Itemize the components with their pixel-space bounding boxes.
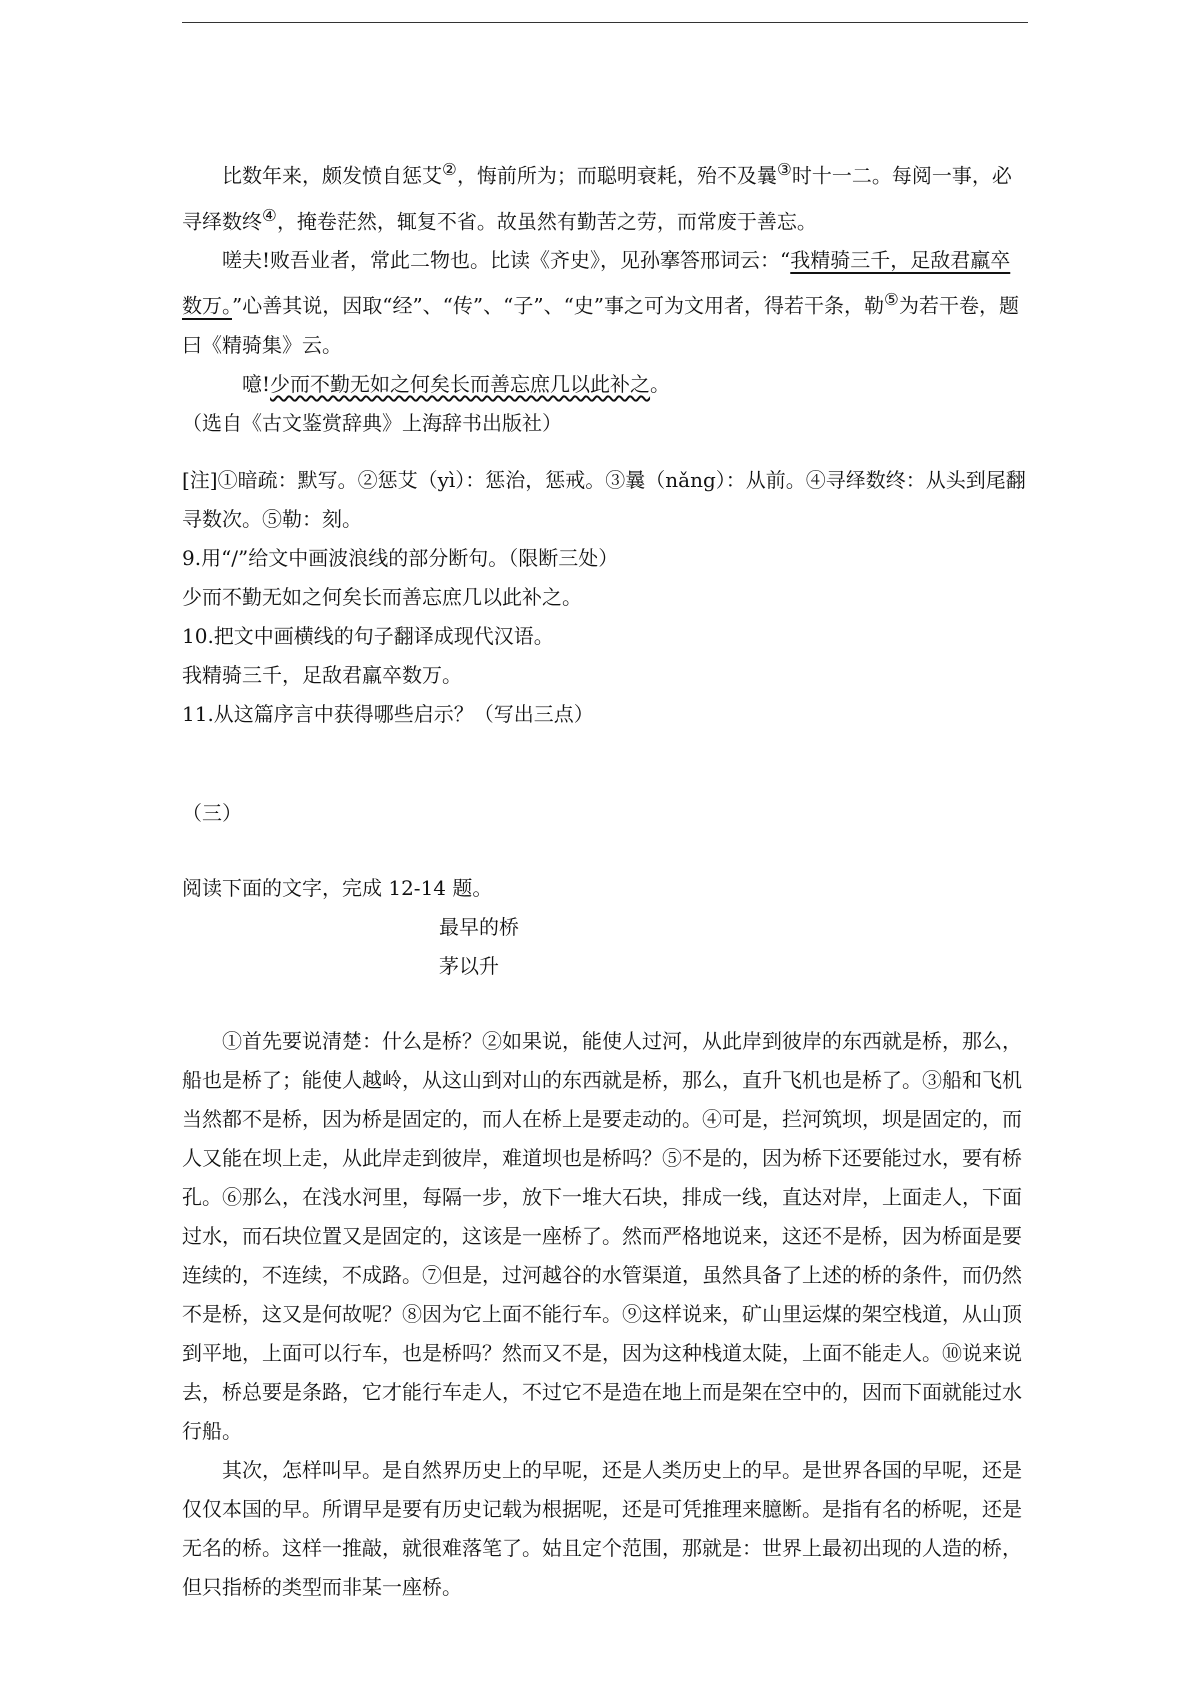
underlined-sentence: 我精骑三千，足敌君羸卒数万。 xyxy=(182,248,1011,318)
article-paragraph-2: 其次，怎样叫早。是自然界历史上的早呢，还是人类历史上的早。是世界各国的早呢，还是仅仅本国的早。所谓早是要有历史记载为根据呢，还是可凭推理来臆断。是指有名的桥呢，还是无名的桥。这样一推敲，就很难落笔了。姑且定个范围，那就是：世界上最初出现的人造的桥，但只指桥的类型而非某一座桥。 xyxy=(182,1457,1022,1599)
annotation-notes: [注]①暗疏：默写。②惩艾（yì）：惩治，惩戒。③曩（nǎng）：从前。④寻绎数终：从头到尾翻寻数次。⑤勒：刻。 xyxy=(182,467,1026,531)
section-instruction: 阅读下面的文字，完成 12-14 题。 xyxy=(182,875,493,900)
footnote-marker: ③ xyxy=(776,160,792,179)
question-9-text: 少而不勤无如之何矣长而善忘庶几以此补之。 xyxy=(182,584,582,609)
section-label: （三） xyxy=(182,800,242,825)
header-rule xyxy=(182,22,1028,23)
article-paragraph-1: ①首先要说清楚：什么是桥？②如果说，能使人过河，从此岸到彼岸的东西就是桥，那么，船也是桥了；能使人越岭，从这山到对山的东西就是桥，那么，直升飞机也是桥了。③船和飞机当然都不是桥，因为桥是固定的，而人在桥上是要走动的。④可是，拦河筑坝，坝是固定的，而人又能在坝上走，从此岸走到彼岸，难道坝也是桥吗？⑤不是的，因为桥下还要能过水，要有桥孔。⑥那么，在浅水河里，每隔一步，放下一堆大石块，排成一线，直达对岸，上面走人，下面过水，而石块位置又是固定的，这该是一座桥了。然而严格地说来，这还不是桥，因为桥面是要连续的，不连续，不成路。⑦但是，过河越谷的水管渠道，虽然具备了上述的桥的条件，而仍然不是桥，这又是何故呢？⑧因为它上面不能行车。⑨这样说来，矿山里运煤的架空栈道，从山顶到平地，上面可以行车，也是桥吗？然而又不是，因为这种栈道太陡，上面不能走人。⑩说来说去，桥总要是条路，它才能行车走人，不过它不是造在地上而是架在空中的，因而下面就能过水行船。 xyxy=(182,1028,1022,1443)
article-author: 茅以升 xyxy=(439,953,499,978)
footnote-marker: ⑤ xyxy=(884,290,899,310)
classical-paragraph-2: 嗟夫!败吾业者，常此二物也。比读《齐史》，见孙搴答邢词云：“我精骑三千，足敌君羸卒数万。”心善其说，因取“经”、“传”、“子”、“史”事之可为文用者，得若干条，勒⑤为若干卷，题曰《精骑集》云。 xyxy=(182,248,1019,357)
question-10-text: 我精骑三千，足敌君羸卒数万。 xyxy=(182,662,462,687)
question-11: 11.从这篇序言中获得哪些启示？（写出三点） xyxy=(182,701,594,726)
document-body xyxy=(182,150,1028,1607)
classical-paragraph-3: 噫!少而不勤无如之何矣长而善忘庶几以此补之。 xyxy=(242,371,671,396)
source-citation: （选自《古文鉴赏辞典》上海辞书出版社） xyxy=(182,410,562,435)
footnote-marker: ④ xyxy=(262,205,277,225)
question-9: 9.用“/”给文中画波浪线的部分断句。（限断三处） xyxy=(182,545,619,570)
article-title: 最早的桥 xyxy=(439,914,519,939)
question-10: 10.把文中画横线的句子翻译成现代汉语。 xyxy=(182,623,554,648)
footnote-marker: ② xyxy=(442,160,457,179)
classical-paragraph-1: 比数年来，颇发愤自惩艾②，悔前所为；而聪明衰耗，殆不及曩③时十一二。每阅一事，必寻绎数终④，掩卷茫然，辄复不省。故虽然有勤苦之劳，而常废于善忘。 xyxy=(182,160,1012,234)
wavy-underlined-sentence: 少而不勤无如之何矣长而善忘庶几以此补之 xyxy=(270,371,651,396)
